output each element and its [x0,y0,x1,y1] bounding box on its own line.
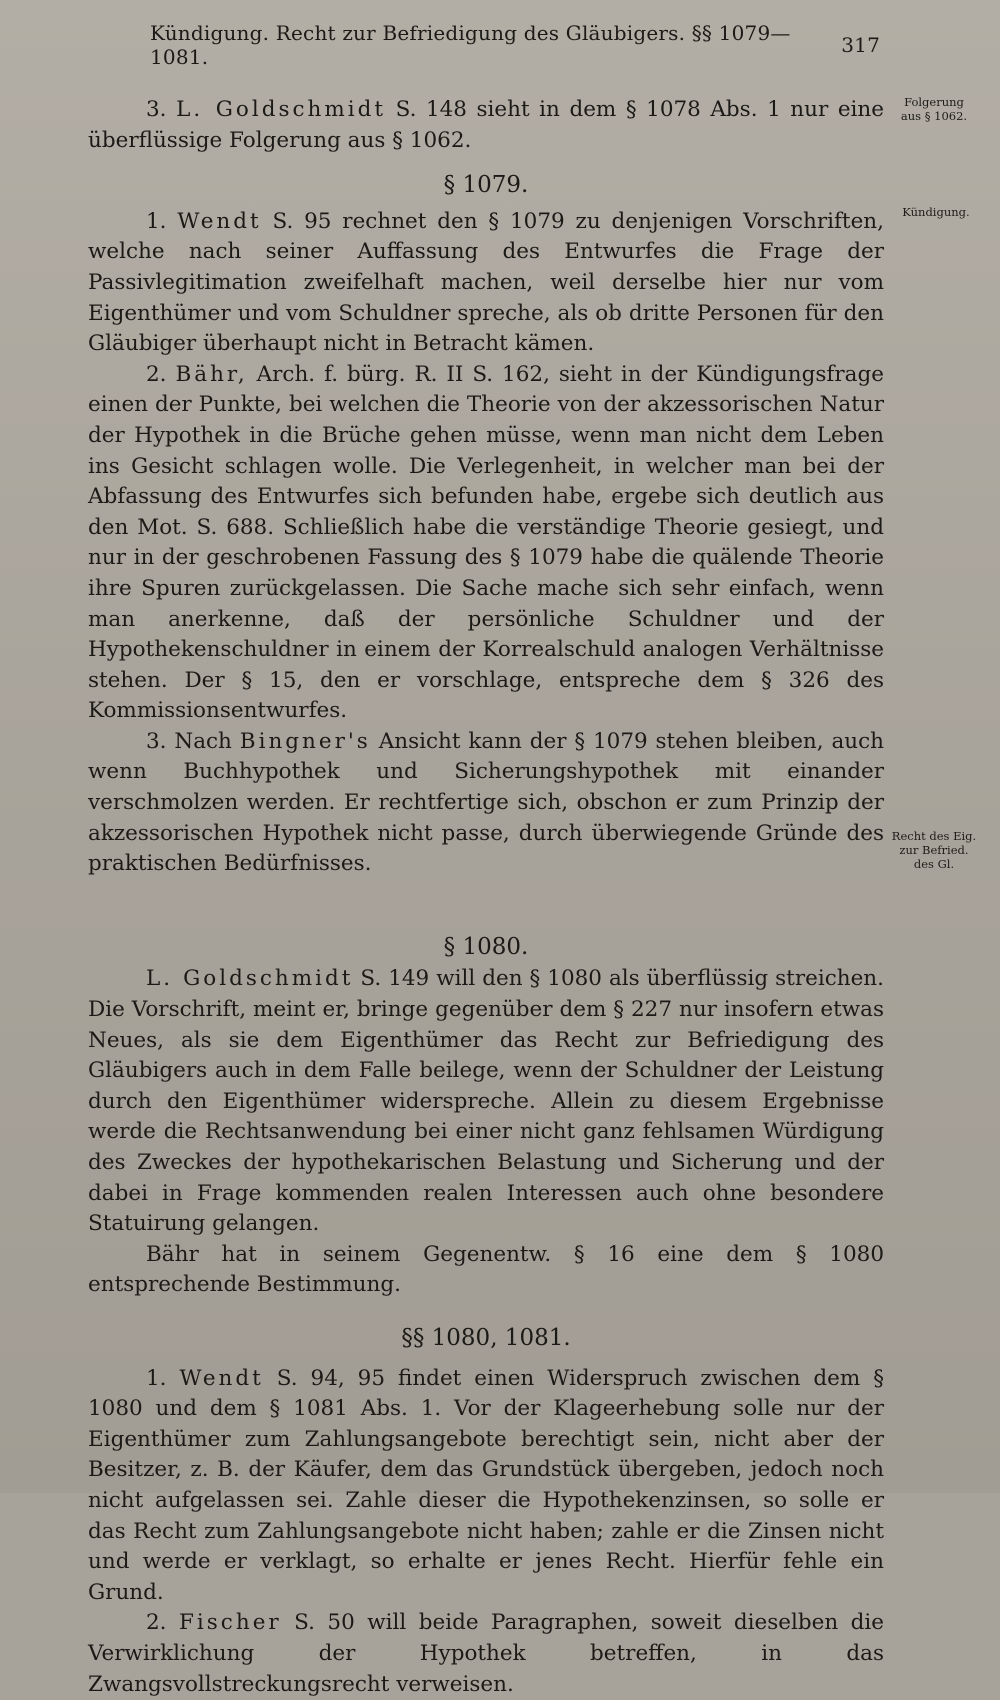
section-heading-1080: § 1080. [443,933,529,960]
paragraph-wendt-1079 [88,207,884,360]
paragraph-baehr-1080 [88,1240,884,1301]
margin-note-line: aus § 1062. [900,109,968,123]
margin-note-folgerung [886,95,982,123]
paragraph-prefix: Nach [174,728,232,754]
paragraph-goldschmidt-1080 [88,964,884,1239]
margin-note-line: Recht des Eig. [891,829,977,843]
paragraph-text: S. 95 rechnet den § 1079 zu denjenigen Vorschriften, welche nach seiner Auffassung des Entwurfes die Frage der Passivlegitimation zweifelhaft machen, weil derselbe hier nur vom Eigenthümer und vom Schuldner spreche, als ob dritte Personen für den Gläubiger überhaupt nicht in Betracht kämen. [88,208,884,357]
paragraph-text: S. 50 will beide Paragraphen, soweit dieselben die Verwirklichung der Hypothek betreffen, in das Zwangsvollstreckungsrecht verweisen. [88,1610,884,1697]
author-name: Fischer [178,1610,282,1636]
margin-note-recht [884,829,984,871]
paragraph-baehr-1079 [88,360,884,727]
author-name: L. Goldschmidt [176,97,387,122]
author-name: Bingner's [239,728,371,754]
paragraph-text: Bähr hat in seinem Gegenentw. § 16 eine dem § 1080 entsprechende Bestimmung. [88,1241,884,1298]
paragraph-text: Ansicht kann der § 1079 stehen bleiben, auch wenn Buchhypothek und Sicherungshypothek mit einander verschmolzen werden. Er rechtfertige sich, obschon er zum Prinzip der akzessorischen Hypothek nicht passe, durch überwiegende Gründe des praktischen Bedürfnisses. [88,728,884,877]
author-name: L. Goldschmidt [146,966,354,992]
item-number: 3. [146,728,167,754]
running-head-title: Kündigung. Recht zur Befriedigung des Gläubigers. §§ 1079—1081. [150,21,791,69]
author-name: Wendt [179,1365,264,1391]
running-head [150,21,880,69]
margin-note-line: des Gl. [913,857,955,871]
margin-note-line: Kündigung. [902,205,970,219]
paragraph-fischer-1081 [88,1608,884,1700]
paragraph-text: S. 149 will den § 1080 als überflüssig streichen. Die Vorschrift, meint er, bringe gegenüber dem § 227 nur insofern etwas Neues, als sie dem Eigenthümer das Recht zur Befriedigung des Gläubigers auch in dem Falle beilege, wenn der Schuldner der Leistung durch den Eigenthümer widerspreche. Allein zu diesem Ergebnisse werde die Rechtsanwendung bei einer nicht ganz fehlsamen Würdigung des Zweckes der hypothekarischen Belastung und Sicherung und der dabei in Frage kommenden realen Interessen auch ohne besondere Statuirung gelangen. [88,966,884,1237]
item-number: 1. [146,208,167,234]
paragraph-goldschmidt-1078 [88,95,884,156]
item-number: 3. [146,97,167,122]
author-name: Wendt [177,208,262,234]
margin-note-kuendigung [888,205,984,219]
margin-note-line: zur Befried. [899,843,969,857]
paragraph-text: S. 94, 95 findet einen Widerspruch zwischen dem § 1080 und dem § 1081 Abs. 1. Vor der Klageerhebung solle nur der Eigenthümer zum Zahlungsangebote berechtigt sein, nicht aber der Besitzer, z. B. der Käufer, dem das Grundstück übergeben, jedoch noch nicht aufgelassen sei. Zahle dieser die Hypothekenzinsen, so solle er das Recht zum Zahlungsangebote nicht haben; zahle er die Zinsen nicht und werde er verklagt, so erhalte er jenes Recht. Hierfür fehle ein Grund. [88,1365,885,1605]
item-number: 1. [146,1365,167,1391]
page-number: 317 [841,33,880,57]
body-text [88,95,884,1700]
item-number: 2. [146,361,167,387]
paragraph-wendt-1081 [88,1364,884,1609]
paragraph-text: S. 148 sieht in dem § 1078 Abs. 1 nur eine überflüssige Folgerung aus § 1062. [88,97,884,153]
paragraph-bingner-1079 [88,727,884,880]
margin-note-line: Folgerung [904,95,964,109]
author-name: Bähr, [175,361,248,387]
paragraph-text: Arch. f. bürg. R. II S. 162, sieht in der Kündigungsfrage einen der Punkte, bei welchen die Theorie von der akzessorischen Natur der Hypothek in die Brüche gehen müsse, wenn man nicht dem Leben ins Gesicht schlagen wolle. Die Verlegenheit, in welcher man bei der Abfassung des Entwurfes sich befunden habe, ergebe sich deutlich aus den Mot. S. 688. Schließlich habe die verständige Theorie gesiegt, und nur in der geschrobenen Fassung des § 1079 habe die quälende Theorie ihre Spuren zurückgelassen. Die Sache mache sich sehr einfach, wenn man anerkenne, daß der persönliche Schuldner und der Hypothekenschuldner in einem der Korrealschuld analogen Verhältnisse stehen. Der § 15, den er vorschlage, entspreche dem § 326 des Kommissionsentwurfes. [88,361,884,724]
item-number: 2. [146,1610,167,1636]
section-heading-1079: § 1079. [443,172,529,199]
section-heading-1080-1081: §§ 1080, 1081. [401,1324,571,1351]
